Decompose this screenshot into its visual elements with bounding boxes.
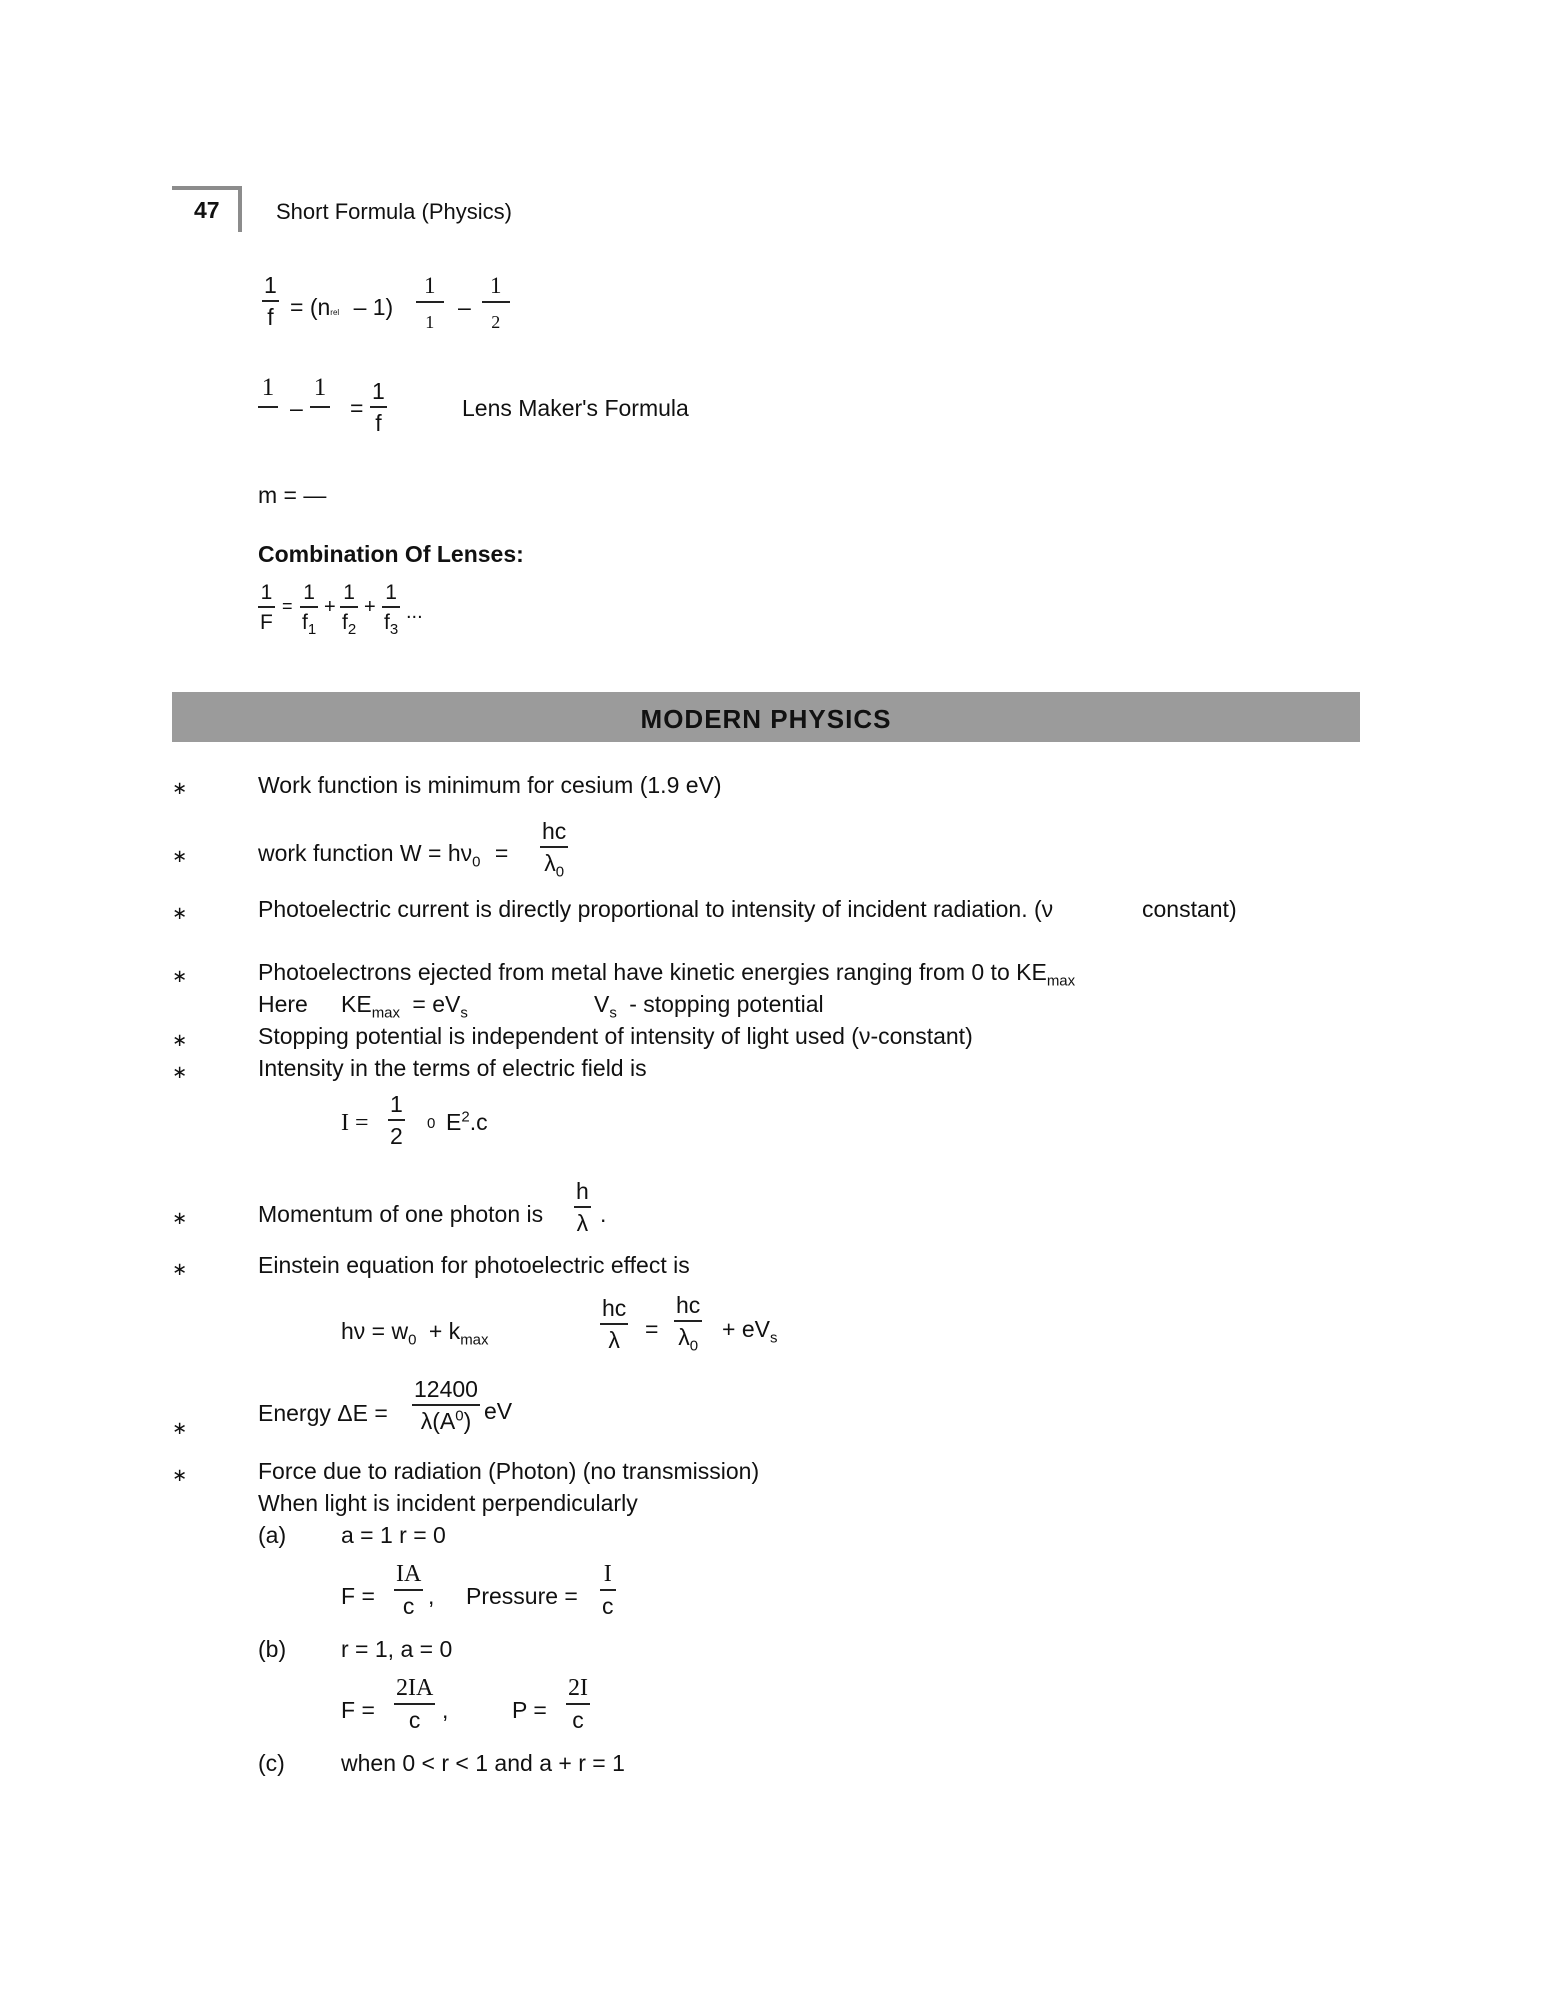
fraction-denominator: λ	[544, 849, 556, 876]
page-title: Short Formula (Physics)	[276, 199, 512, 224]
intensity-lhs: I =	[341, 1110, 369, 1136]
combination-t3-fraction	[382, 581, 400, 638]
einstein-tail	[722, 1316, 778, 1347]
bullet-icon: ∗	[172, 778, 188, 798]
subscript: max	[371, 1004, 401, 1022]
bullet-icon: ∗	[172, 1418, 188, 1438]
here-label: Here	[258, 991, 308, 1017]
fraction-denominator: F	[260, 610, 273, 634]
fraction-denominator: λ	[608, 1326, 620, 1353]
bullet-icon: ∗	[172, 966, 188, 986]
lens-eq1-subscript: rel	[330, 308, 340, 317]
fraction-numerator: 2I	[568, 1675, 588, 1701]
work-function-fraction	[540, 818, 568, 881]
photon-momentum-fraction	[574, 1180, 591, 1235]
einstein-equation-text: Einstein equation for photoelectric effect is	[258, 1252, 690, 1278]
combination-plus-1: +	[324, 596, 336, 618]
lens-eq2-rhs-fraction	[370, 380, 387, 435]
fraction-denominator: 1	[425, 311, 435, 332]
work-function-min-text: Work function is minimum for cesium (1.9 eV)	[258, 772, 722, 798]
fraction-numerator: 1	[343, 581, 355, 604]
lens-eq2-minus: –	[290, 395, 303, 421]
case-b-label: (b)	[258, 1636, 287, 1662]
section-title: MODERN PHYSICS	[640, 704, 892, 734]
stopping-potential-text: - stopping potential	[629, 991, 824, 1017]
case-a-condition: a = 1 r = 0	[341, 1522, 446, 1548]
page-number: 47	[194, 197, 220, 223]
fraction-numerator: 1	[424, 273, 436, 298]
lens-eq1-equals: = (n	[290, 294, 331, 320]
case-b-pressure-fraction	[566, 1676, 590, 1732]
case-a-label: (a)	[258, 1522, 287, 1548]
photoelectric-current-text: Photoelectric current is directly proportional to intensity of incident radiation. (ν	[258, 896, 1054, 922]
case-b-force-fraction	[394, 1676, 435, 1732]
fraction-numerator: 2IA	[396, 1675, 434, 1701]
subscript: s	[460, 1004, 468, 1022]
c-text: .c	[469, 1109, 488, 1135]
fraction-numerator: IA	[396, 1561, 422, 1587]
lens-eq1-middle	[290, 296, 393, 319]
light-incident-text: When light is incident perpendicularly	[258, 1490, 638, 1516]
photon-momentum-dot: .	[600, 1201, 607, 1227]
case-a-comma: ,	[428, 1583, 435, 1609]
combination-equals: =	[282, 596, 293, 616]
ev-text: + eV	[722, 1316, 770, 1342]
einstein-f2-fraction	[674, 1292, 702, 1355]
fraction-denominator: f	[302, 610, 308, 634]
fraction-denominator: f	[384, 610, 390, 634]
einstein-lhs	[341, 1318, 489, 1349]
fraction-numerator: hc	[676, 1292, 701, 1318]
work-function-text: work function W = hν	[258, 840, 473, 866]
section-header-bar	[172, 692, 1360, 742]
case-a-force-fraction	[394, 1562, 423, 1618]
case-b-force-lhs: F =	[341, 1697, 375, 1723]
superscript: 2	[461, 1108, 470, 1126]
combination-ellipsis: ...	[406, 601, 423, 623]
lens-eq1-minus-one: – 1)	[353, 294, 394, 320]
superscript: 0	[455, 1406, 464, 1424]
fraction-denominator: c	[572, 1706, 584, 1733]
fraction-numerator: 1	[313, 374, 327, 401]
k-text: + k	[428, 1318, 461, 1344]
subscript: max	[460, 1331, 489, 1349]
case-b-pressure-lhs: P =	[512, 1697, 547, 1723]
combination-t2-fraction	[340, 581, 358, 638]
energy-unit: eV	[484, 1398, 513, 1424]
energy-text: Energy ΔE =	[258, 1400, 388, 1426]
fraction-denominator: c	[402, 1592, 415, 1619]
subscript: 2	[347, 620, 357, 638]
fraction-denominator: λ	[576, 1209, 589, 1236]
fraction-numerator: 12400	[414, 1376, 478, 1402]
lens-eq1-minus: –	[458, 294, 471, 320]
lens-eq1-lhs-fraction	[262, 274, 279, 329]
bullet-icon: ∗	[172, 1465, 188, 1485]
fraction-denominator: f	[267, 303, 274, 330]
subscript: s	[769, 1329, 778, 1347]
subscript: 0	[408, 1331, 417, 1349]
bullet-icon: ∗	[172, 1259, 188, 1279]
fraction-numerator: 1	[390, 1091, 403, 1117]
fraction-numerator: I	[603, 1561, 612, 1587]
subscript: 0	[472, 853, 481, 871]
fraction-numerator: 1	[490, 273, 502, 298]
radiation-force-text: Force due to radiation (Photon) (no transmission)	[258, 1458, 760, 1484]
subscript: 0	[689, 1337, 699, 1355]
fraction-numerator: 1	[303, 581, 315, 604]
fraction-denominator: λ(A	[420, 1407, 456, 1434]
lens-eq2-equals: =	[350, 395, 364, 421]
work-function-formula	[258, 840, 509, 871]
case-c-condition: when 0 < r < 1 and a + r = 1	[341, 1750, 625, 1776]
bullet-icon: ∗	[172, 1208, 188, 1228]
fraction-numerator: 1	[260, 581, 273, 604]
v-text: V	[594, 991, 610, 1017]
fraction-numerator: 1	[261, 374, 275, 401]
fraction-numerator: 1	[264, 272, 277, 298]
lens-eq2-a-fraction	[258, 375, 278, 408]
combination-heading: Combination Of Lenses:	[258, 541, 524, 567]
combination-plus-2: +	[364, 596, 376, 618]
lens-makers-formula-label: Lens Maker's Formula	[462, 395, 689, 421]
subscript: 1	[307, 620, 317, 638]
einstein-f1-fraction	[600, 1297, 628, 1352]
fraction-denominator: c	[602, 1592, 614, 1619]
bullet-icon: ∗	[172, 846, 188, 866]
stopping-potential-text: Stopping potential is independent of intensity of light used (ν-constant)	[258, 1023, 973, 1049]
close-paren: )	[463, 1407, 472, 1434]
subscript: 0	[555, 863, 565, 881]
case-b-condition: r = 1, a = 0	[341, 1636, 453, 1662]
bullet-icon: ∗	[172, 1062, 188, 1082]
fraction-numerator: hc	[542, 818, 567, 844]
fraction-denominator: 2	[390, 1122, 403, 1149]
fraction-denominator: f	[342, 610, 348, 634]
case-a-force-lhs: F =	[341, 1583, 375, 1609]
einstein-equals: =	[645, 1316, 659, 1342]
photoelectric-current-tail: constant)	[1142, 896, 1237, 922]
photoelectrons-ke-text	[258, 959, 1076, 990]
case-a-pressure-lhs: Pressure =	[466, 1583, 578, 1609]
ke-max-equation	[341, 991, 468, 1022]
equals-sign: =	[494, 840, 509, 866]
energy-fraction	[412, 1378, 480, 1433]
fraction-numerator: 1	[372, 378, 385, 404]
field-text: E	[446, 1109, 462, 1135]
case-a-pressure-fraction	[600, 1562, 616, 1618]
fraction-numerator: h	[576, 1178, 589, 1204]
case-c-label: (c)	[258, 1750, 285, 1776]
ke-text: KE	[341, 991, 372, 1017]
intensity-rhs	[446, 1108, 488, 1135]
magnification-formula: m = —	[258, 482, 327, 508]
photoelectrons-text: Photoelectrons ejected from metal have kinetic energies ranging from 0 to KE	[258, 959, 1047, 985]
fraction-denominator: 2	[491, 311, 501, 332]
photon-momentum-text: Momentum of one photon is	[258, 1201, 544, 1227]
fraction-numerator: 1	[385, 581, 397, 604]
case-b-comma: ,	[442, 1697, 449, 1723]
subscript: s	[609, 1004, 617, 1022]
stopping-potential-def	[594, 991, 824, 1022]
lens-eq1-r1-fraction	[416, 274, 444, 331]
intensity-fraction	[388, 1093, 405, 1148]
bullet-icon: ∗	[172, 1030, 188, 1050]
combination-F-fraction	[258, 582, 275, 633]
subscript: max	[1046, 972, 1076, 990]
lens-eq1-r2-fraction	[482, 274, 510, 331]
hv-text: hν = w	[341, 1318, 409, 1344]
fraction-denominator: λ	[678, 1323, 690, 1350]
fraction-numerator: hc	[602, 1295, 627, 1321]
subscript: 3	[389, 620, 399, 638]
intensity-text: Intensity in the terms of electric field is	[258, 1055, 647, 1081]
fraction-denominator: f	[375, 409, 382, 436]
bullet-icon: ∗	[172, 903, 188, 923]
lens-eq2-b-fraction	[310, 375, 330, 408]
ev-text: = eV	[412, 991, 461, 1017]
fraction-denominator: c	[408, 1706, 421, 1733]
combination-t1-fraction	[300, 581, 318, 638]
epsilon-subscript: 0	[427, 1115, 436, 1132]
